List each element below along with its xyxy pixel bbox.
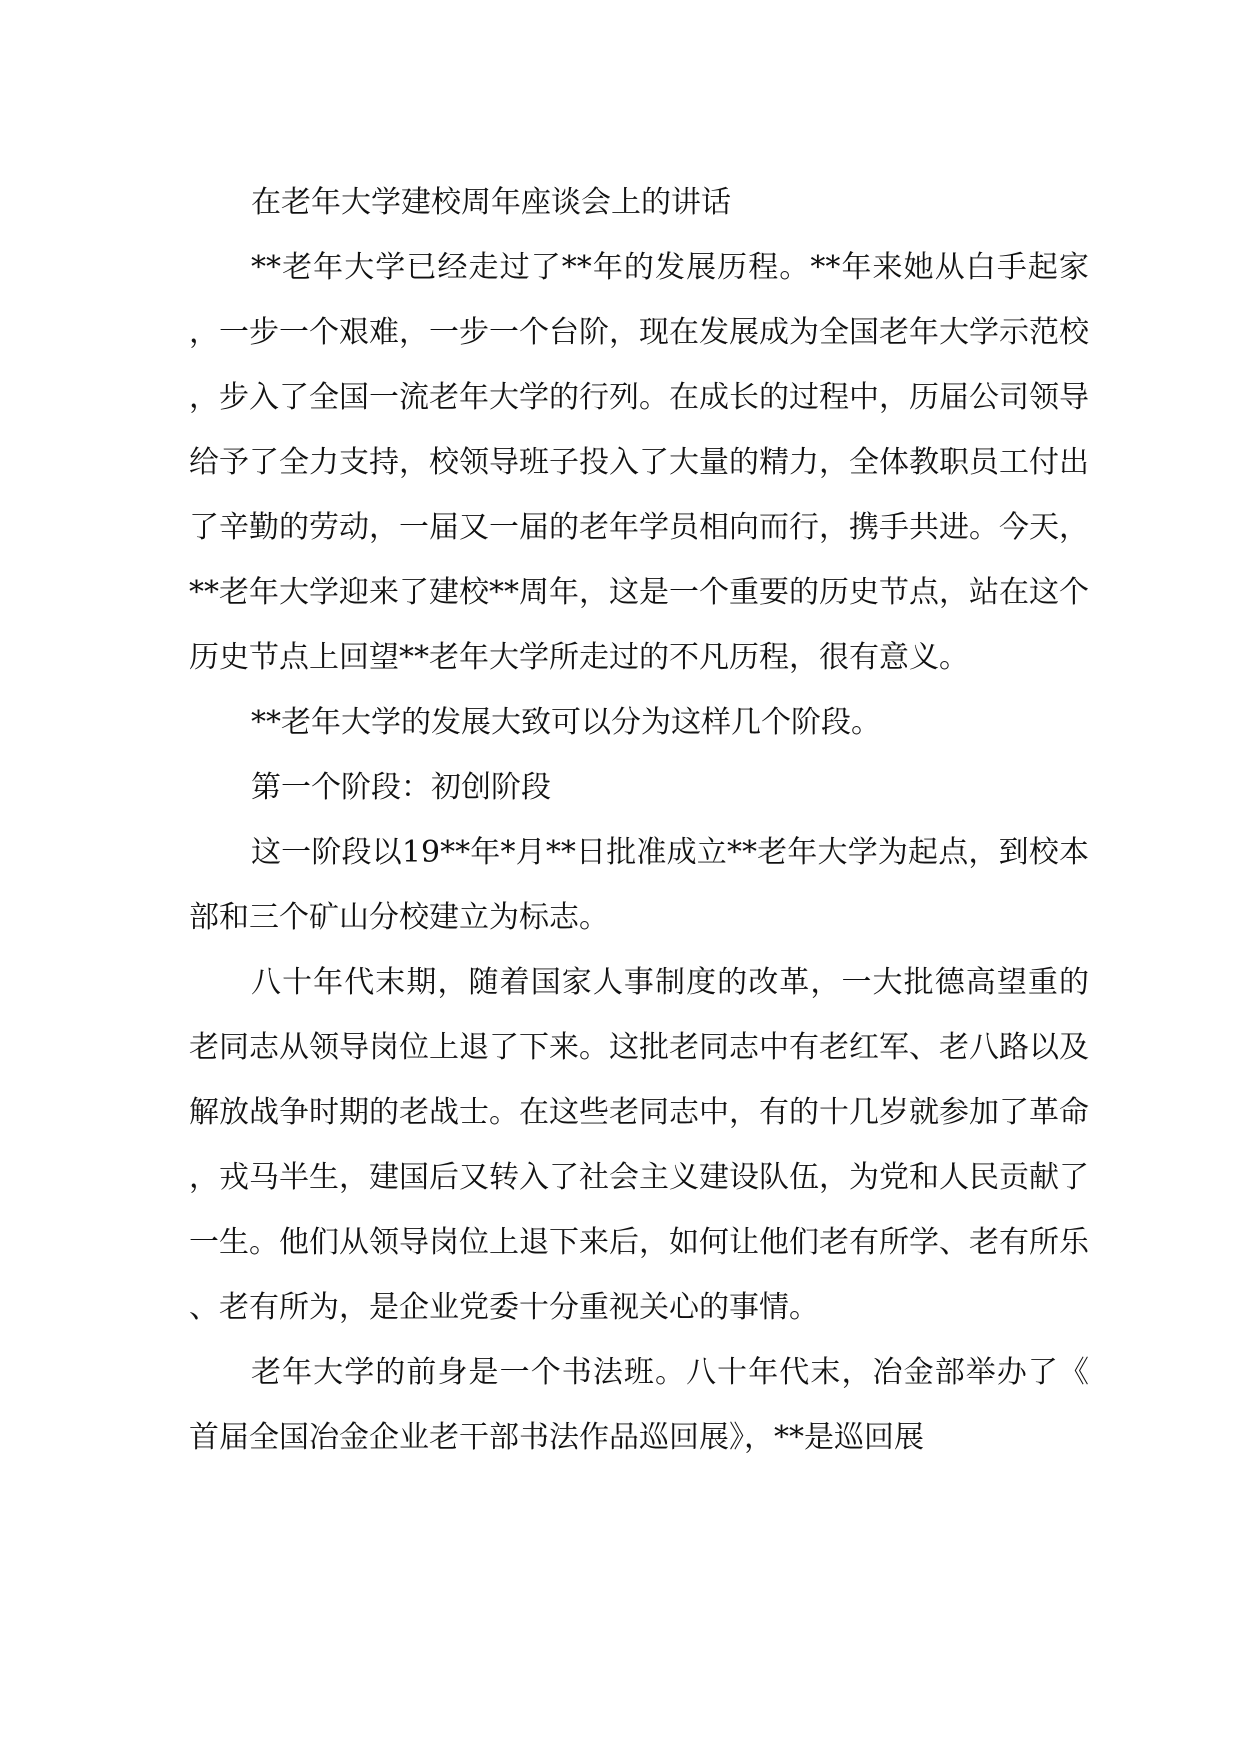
document-body (189, 170, 1089, 1470)
section-heading-stage-one: 第一个阶段：初创阶段 (251, 770, 551, 805)
paragraph-stage-one-definition: 这一阶段以19**年*月**日批准成立**老年大学为起点，到校本部和三个矿山分校建立为标志。 (189, 835, 1089, 935)
paragraph-stages-intro: **老年大学的发展大致可以分为这样几个阶段。 (251, 705, 881, 740)
document-title: 在老年大学建校周年座谈会上的讲话 (251, 185, 731, 220)
paragraph-history-overview: **老年大学已经走过了**年的发展历程。**年来她从白手起家，一步一个艰难，一步一个台阶，现在发展成为全国老年大学示范校，步入了全国一流老年大学的行列。在成长的过程中，历届公司领导给予了全力支持，校领导班子投入了大量的精力，全体教职员工付出了辛勤的劳动，一届又一届的老年学员相向而行，携手共进。今天，**老年大学迎来了建校**周年，这是一个重要的历史节点，站在这个历史节点上回望**老年大学所走过的不凡历程，很有意义。 (189, 250, 1089, 675)
paragraph-late-eighties-background: 八十年代末期，随着国家人事制度的改革，一大批德高望重的老同志从领导岗位上退了下来。这批老同志中有老红军、老八路以及解放战争时期的老战士。在这些老同志中，有的十几岁就参加了革命，戎马半生，建国后又转入了社会主义建设队伍，为党和人民贡献了一生。他们从领导岗位上退下来后，如何让他们老有所学、老有所乐、老有所为，是企业党委十分重视关心的事情。 (189, 965, 1089, 1325)
paragraph-calligraphy-class-origin: 老年大学的前身是一个书法班。八十年代末，冶金部举办了《首届全国冶金企业老干部书法作品巡回展》，**是巡回展 (189, 1355, 1089, 1455)
